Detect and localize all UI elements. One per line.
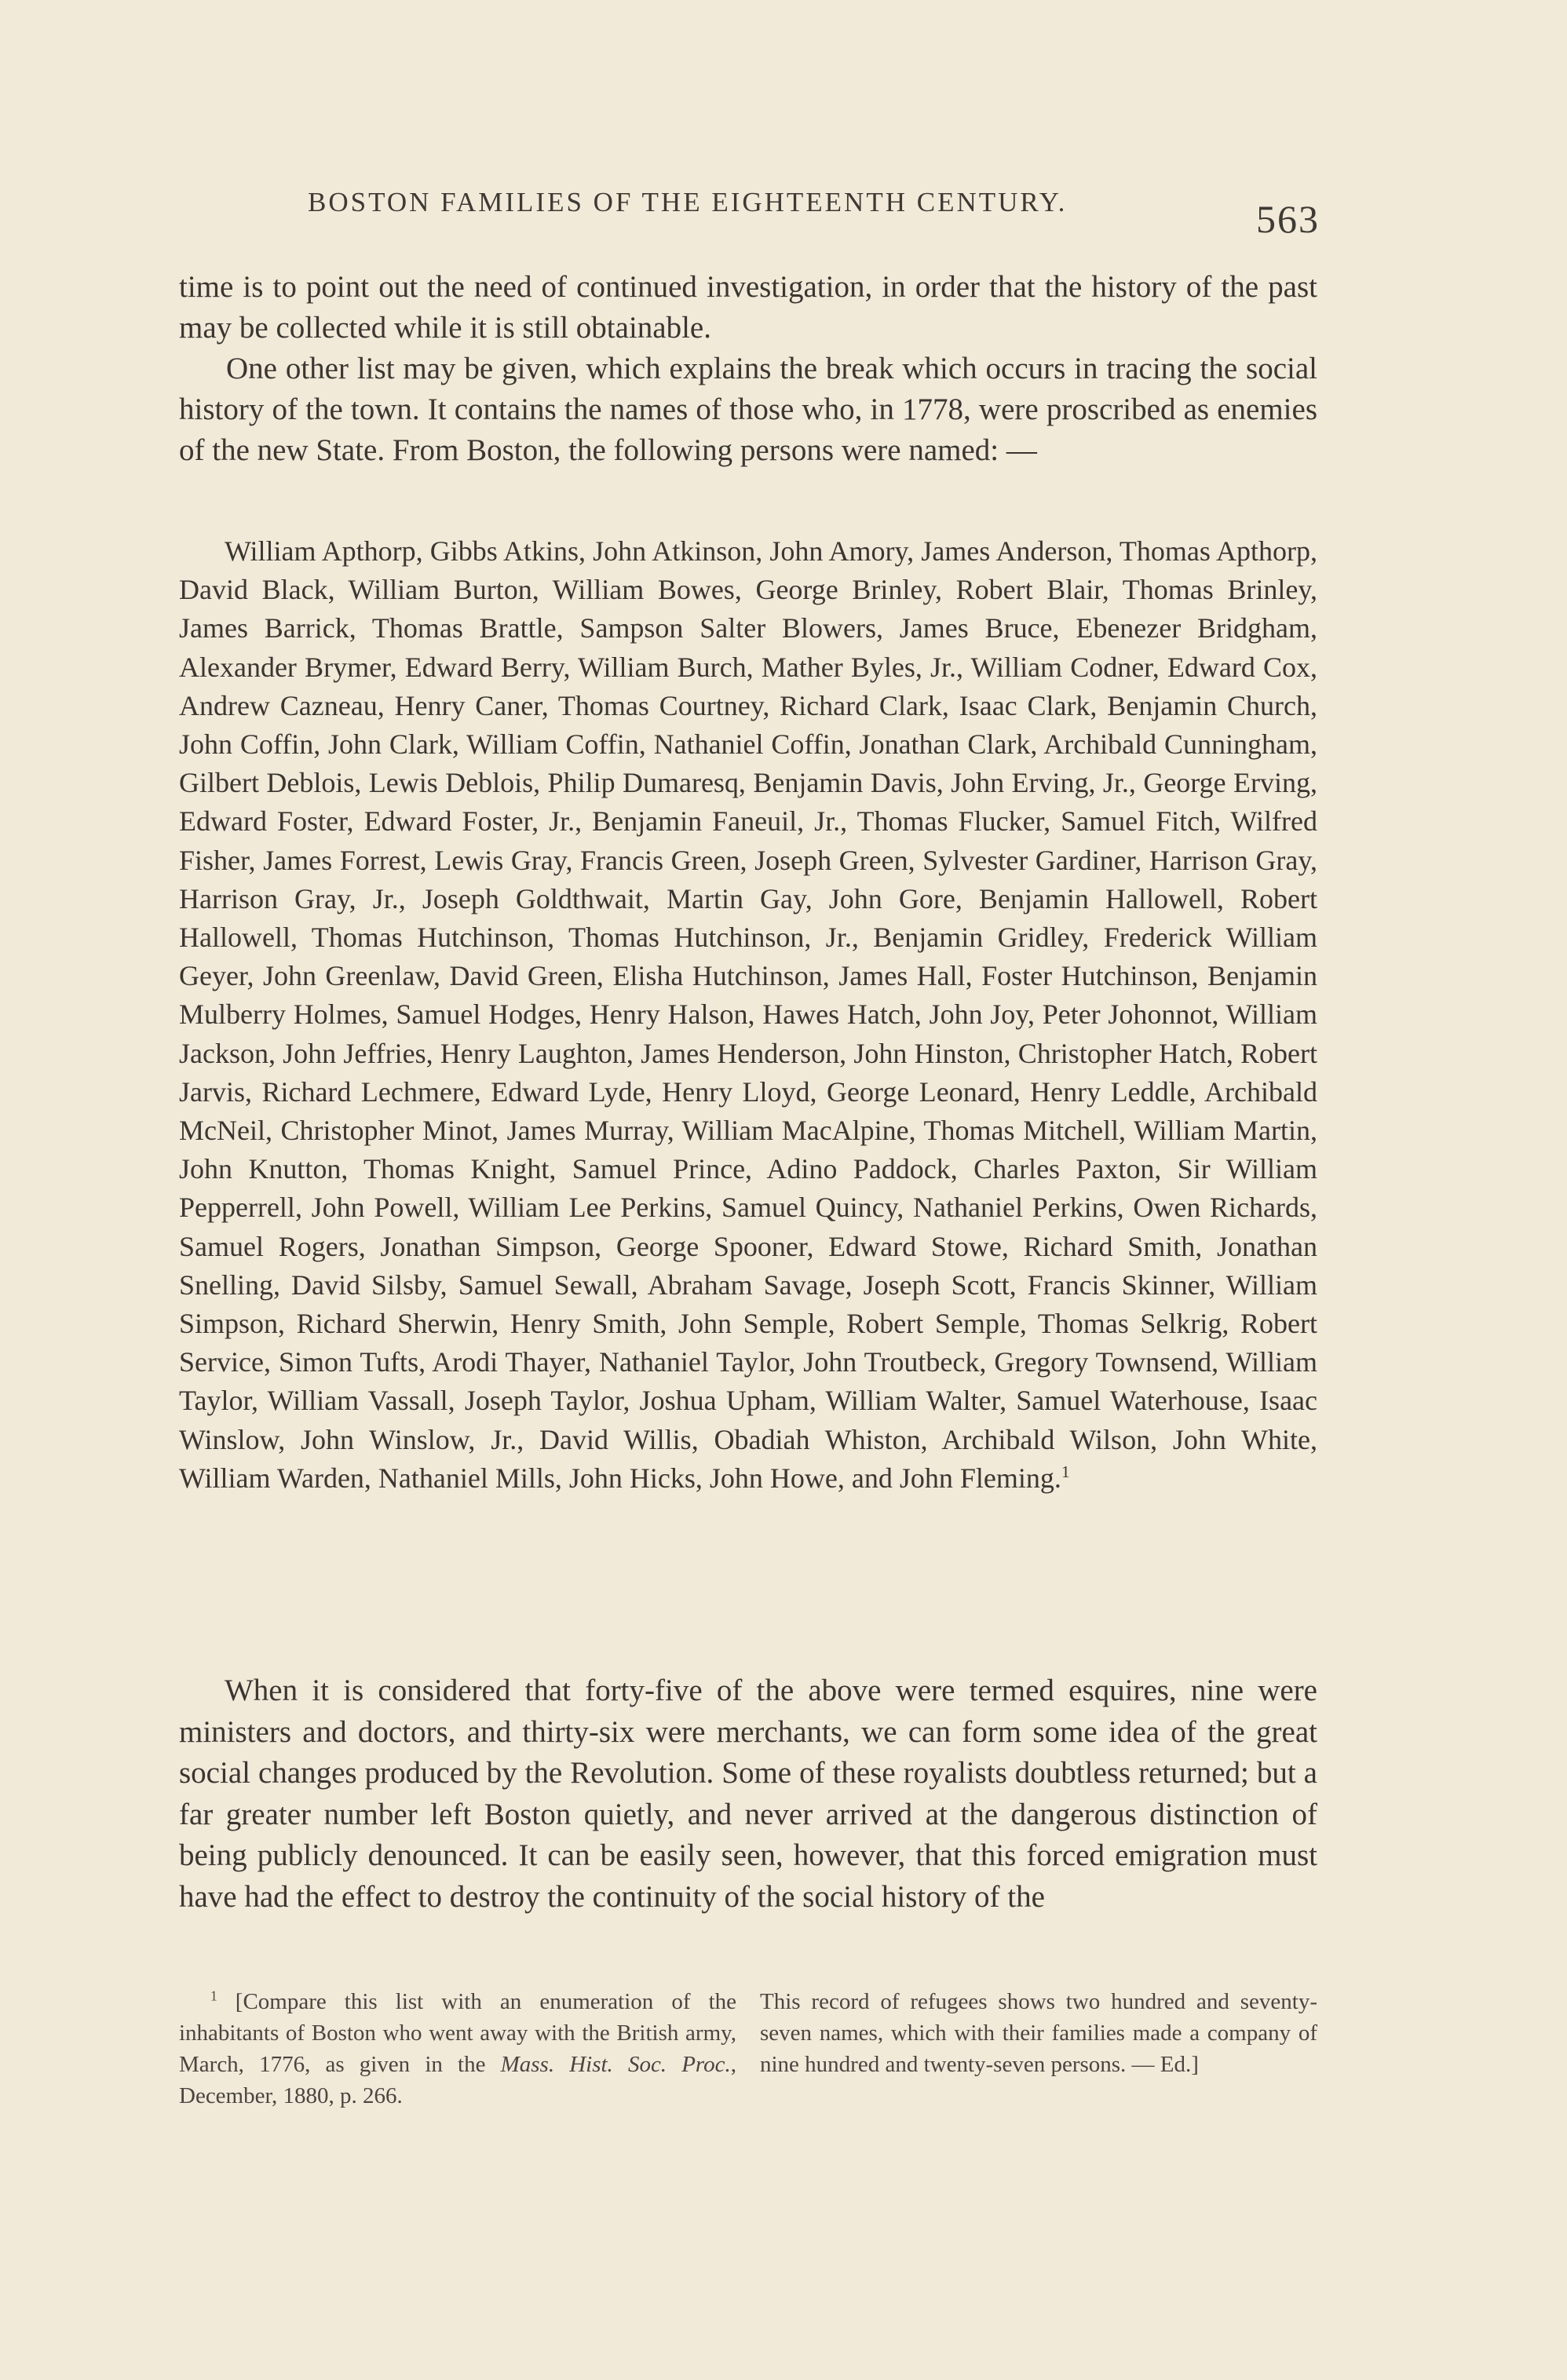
paragraph-continuation: time is to point out the need of continued investigation, in order that the history of the past may be collected while it is still obtainable. bbox=[179, 270, 1317, 345]
page-number: 563 bbox=[1256, 197, 1320, 241]
footnote-left-column bbox=[179, 1986, 736, 2112]
footnote-citation: Mass. Hist. Soc. Proc. bbox=[500, 2052, 731, 2077]
paragraph-social-changes: When it is considered that forty-five of the above were termed esquires, nine were ministers and doctors, and thirty-six were merchants, we can form some idea of the great social changes produced by the Revolution. Some of these royalists doubtless returned; but a far greater number left Boston quietly, and never arrived at the dangerous distinction of being publicly denounced. It can be easily seen, however, that this forced emigration must have had the effect to destroy the continuity of the social history of the bbox=[179, 1674, 1317, 1914]
footnote-left-text: [Compare this list with an enumeration of the inhabitants of Boston who went away with the British army, March, 1776, as given in the bbox=[179, 1989, 737, 2077]
footnote-marker: 1 bbox=[210, 1988, 217, 2004]
proscribed-names-list bbox=[179, 532, 1317, 1498]
paragraph-proscription-intro: One other list may be given, which explains the break which occurs in tracing the social history of the town. It contains the names of those who, in 1778, were proscribed as enemies of the new State. From Boston, the following persons were named: — bbox=[179, 352, 1317, 467]
names-list-text: William Apthorp, Gibbs Atkins, John Atkinson, John Amory, James Anderson, Thomas Apthorp, David Black, William Burton, William Bowes, George Brinley, Robert Blair, Thomas Brinley, James Barrick, Thomas Brattle, Sampson Salter Blowers, James Bruce, Ebenezer Bridgham, Alexander Brymer, Edward Berry, William Burch, Mather Byles, Jr., William Codner, Edward Cox, Andrew Cazneau, Henry Caner, Thomas Courtney, Richard Clark, Isaac Clark, Benjamin Church, John Coffin, John Clark, William Coffin, Nathaniel Coffin, Jonathan Clark, Archibald Cunningham, Gilbert Deblois, Lewis Deblois, Philip Dumaresq, Benjamin Davis, John Erving, Jr., George Erving, Edward Foster, Edward Foster, Jr., Benjamin Faneuil, Jr., Thomas Flucker, Samuel Fitch, Wilfred Fisher, James Forrest, Lewis Gray, Francis Green, Joseph Green, Sylvester Gardiner, Harrison Gray, Harrison Gray, Jr., Joseph Goldthwait, Martin Gay, John Gore, Benjamin Hallowell, Robert Hallowell, Thomas Hutchinson, Thomas Hutchinson, Jr., Benjamin Gridley, Frederick William Geyer, John Greenlaw, David Green, Elisha Hutchinson, James Hall, Foster Hutchinson, Benjamin Mulberry Holmes, Samuel Hodges, Henry Halson, Hawes Hatch, John Joy, Peter Johonnot, William Jackson, John Jeffries, Henry Laughton, James Henderson, John Hinston, Christopher Hatch, Robert Jarvis, Richard Lechmere, Edward Lyde, Henry Lloyd, George Leonard, Henry Leddle, Archibald McNeil, Christopher Minot, James Murray, William MacAlpine, Thomas Mitchell, William Martin, John Knutton, Thomas Knight, Samuel Prince, Adino Paddock, Charles Paxton, Sir William Pepperrell, John Powell, William Lee Perkins, Samuel Quincy, Nathaniel Perkins, Owen Richards, Samuel Rogers, Jonathan Simpson, George Spooner, Edward Stowe, Richard Smith, Jonathan Snelling, David Silsby, Samuel Sewall, Abraham Savage, Joseph Scott, Francis Skinner, William Simpson, Richard Sherwin, Henry Smith, John Semple, Robert Semple, Thomas Selkrig, Robert Service, Simon Tufts, Arodi Thayer, Nathaniel Taylor, John Troutbeck, Gregory Townsend, William Taylor, William Vassall, Joseph Taylor, Joshua Upham, William Walter, Samuel Waterhouse, Isaac Winslow, John Winslow, Jr., David Willis, Obadiah Whiston, Archibald Wilson, John White, William Warden, Nathaniel Mills, John Hicks, John Howe, and John Fleming. bbox=[179, 535, 1317, 1494]
footnote-left-text-end: , December, 1880, p. 266. bbox=[179, 2052, 736, 2108]
footnote-reference: 1 bbox=[1061, 1462, 1070, 1481]
footnote-right-column: This record of refugees shows two hundred and seventy-seven names, which with their families made a company of nine hundred and twenty-seven persons. — Ed.] bbox=[760, 1989, 1317, 2077]
footnote bbox=[179, 1986, 1317, 2112]
running-title: BOSTON FAMILIES OF THE EIGHTEENTH CENTURY. bbox=[308, 187, 1068, 217]
